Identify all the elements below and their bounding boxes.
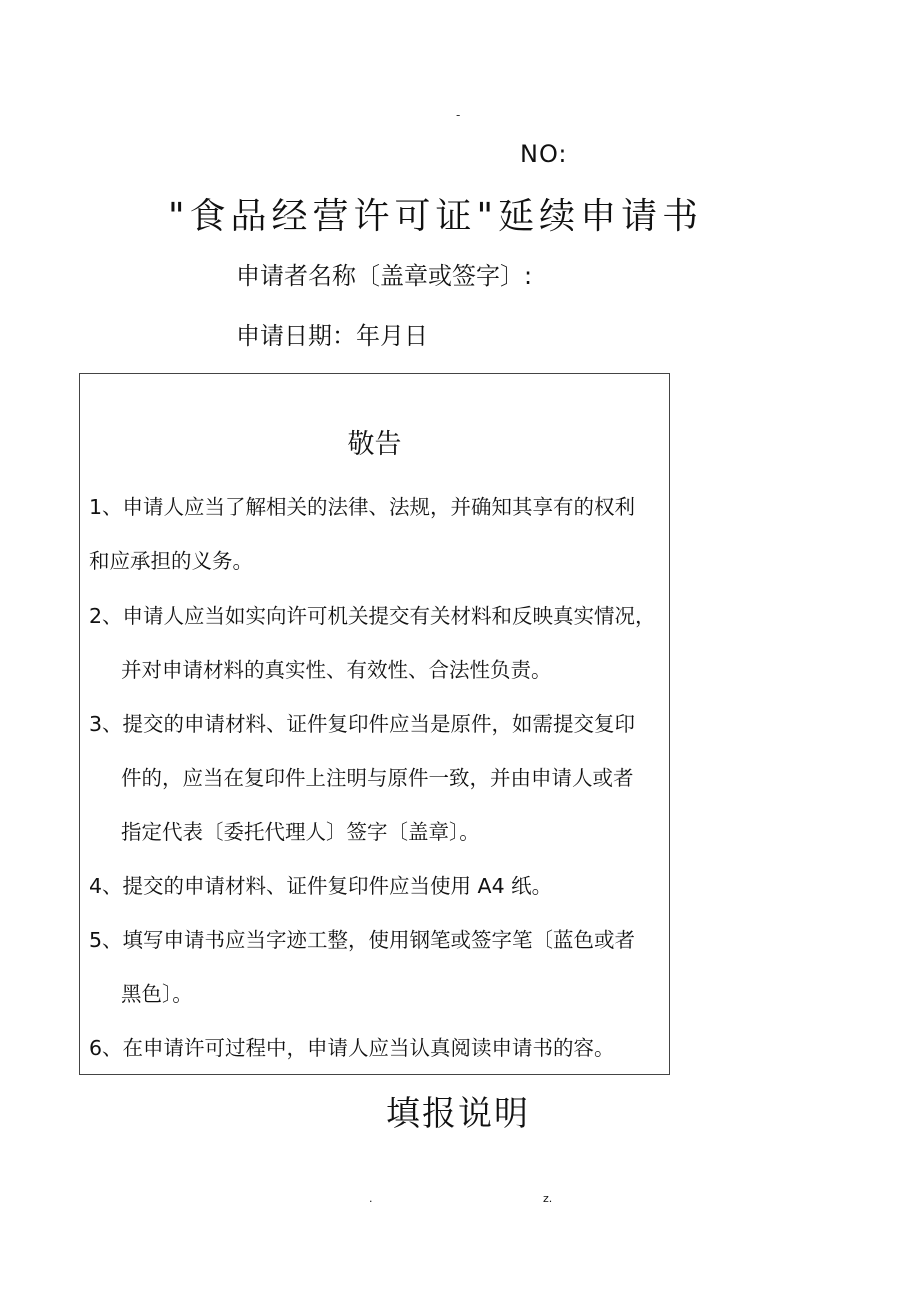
notice-item-1-line-1: 1、申请人应当了解相关的法律、法规，并确知其享有的权利 (89, 495, 636, 519)
notice-item-3-line-2: 件的，应当在复印件上注明与原件一致，并由申请人或者 (121, 766, 634, 790)
notice-item-5-line-1: 5、填写申请书应当字迹工整，使用钢笔或签字笔〔蓝色或者 (89, 928, 636, 952)
document-number-label: NO: (520, 140, 568, 168)
notice-item-3-line-1: 3、提交的申请材料、证件复印件应当是原件，如需提交复印 (89, 712, 636, 736)
notice-item-2-line-1: 2、申请人应当如实向许可机关提交有关材料和反映真实情况， (89, 604, 656, 628)
notice-item-6: 6、在申请许可过程中，申请人应当认真阅读申请书的容。 (89, 1036, 615, 1060)
notice-box (79, 373, 670, 1075)
notice-item-1-line-2: 和应承担的义务。 (89, 549, 253, 573)
footer-right-mark: z. (543, 1192, 553, 1205)
notice-item-2-line-2: 并对申请材料的真实性、有效性、合法性负责。 (121, 658, 552, 682)
notice-title: 敬告 (347, 429, 402, 460)
page-top-mark: - (456, 108, 461, 122)
footer-left-mark: . (369, 1192, 373, 1205)
document-title: "食品经营许可证"延续申请书 (168, 196, 704, 237)
fill-instructions-title: 填报说明 (386, 1094, 530, 1134)
applicant-name-field: 申请者名称〔盖章或签字〕: (236, 262, 533, 290)
notice-item-3-line-3: 指定代表〔委托代理人〕签字〔盖章〕。 (121, 820, 480, 844)
notice-item-4: 4、提交的申请材料、证件复印件应当使用 A4 纸。 (89, 874, 553, 898)
application-date-field: 申请日期：年月日 (236, 322, 428, 350)
notice-item-5-line-2: 黑色〕。 (121, 982, 193, 1006)
